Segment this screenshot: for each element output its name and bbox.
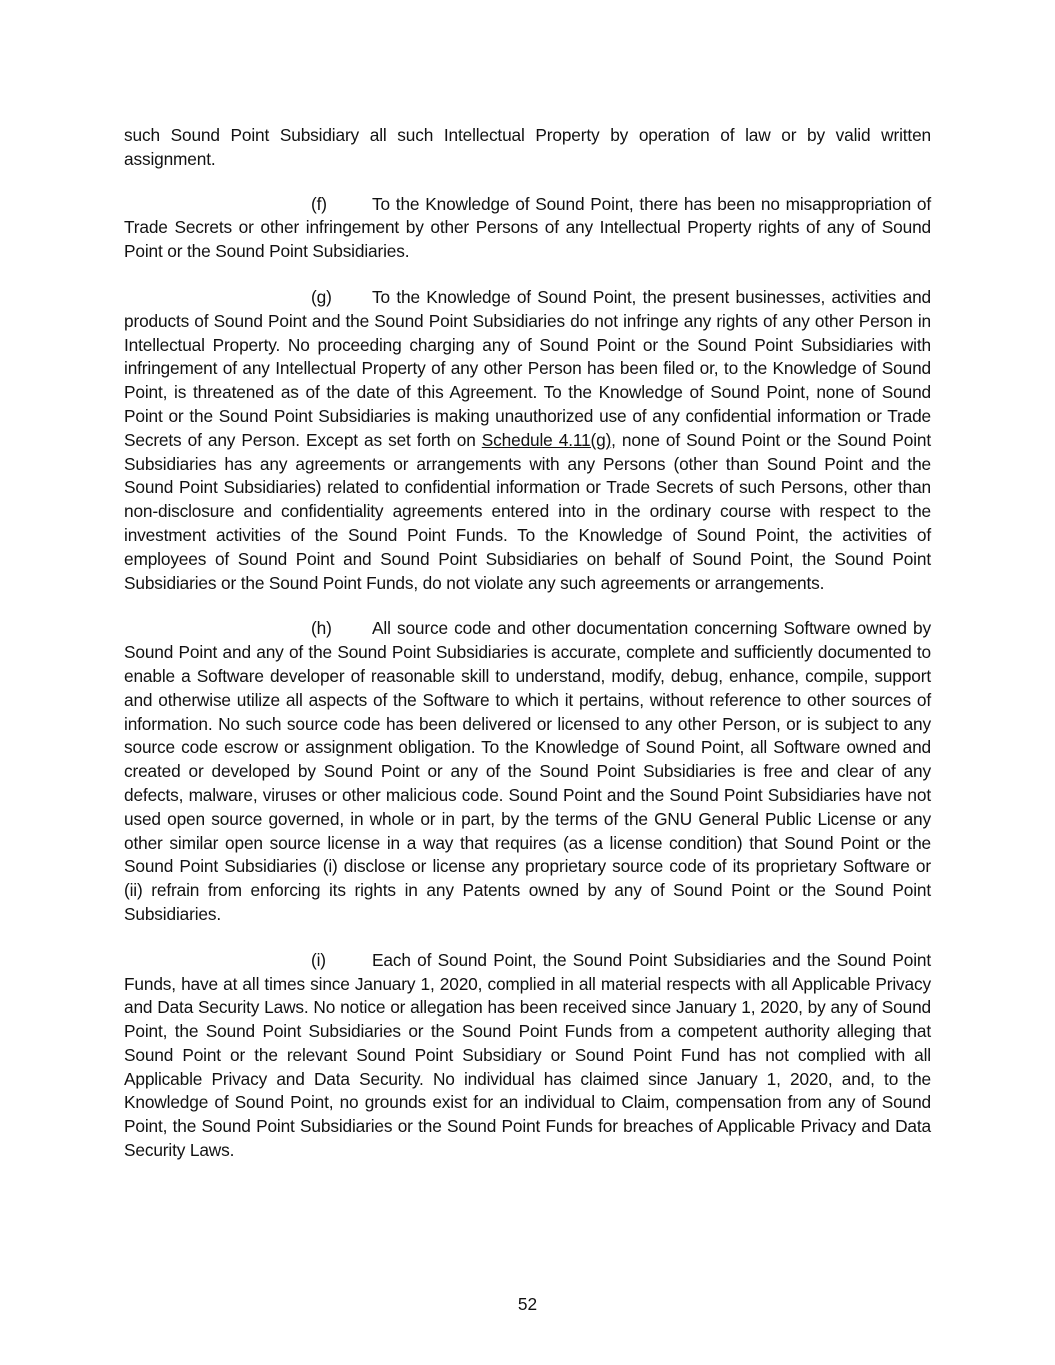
section-i-label: (i) — [311, 949, 326, 970]
section-g-text-after: , none of Sound Point or the Sound Point Subsidiaries has any agreements or arrangements with any Persons (other than Sound Point and the Sound Point Subsidiaries) related to confidential information or Trade Secrets of such Persons, other than non-disclosure and confidentiality agreements entered into in the ordinary course with respect to the investment activities of the Sound Point Funds. To the Knowledge of Sound Point, the activities of employees of Sound Point and Sound Point Subsidiaries on behalf of Sound Point, the Sound Point Subsidiaries or the Sound Point Funds, do not violate any such agreements or arrangements. — [124, 429, 931, 593]
section-h-text: All source code and other documentation concerning Software owned by Sound Point and any of the Sound Point Subsidiaries is accurate, complete and sufficiently documented to enable a Software developer of reasonable skill to understand, modify, debug, enhance, compile, support and otherwise utilize all aspects of the Software to which it pertains, without reference to other sources of information. No such source code has been delivered or licensed to any other Person, or is subject to any source code escrow or assignment obligation. To the Knowledge of Sound Point, all Software owned and created or developed by Sound Point or any of the Sound Point Subsidiaries is free and clear of any defects, malware, viruses or other malicious code. Sound Point and the Sound Point Subsidiaries have not used open source governed, in whole or in part, by the terms of the GNU General Public License or any other similar open source license in a way that requires (as a license condition) that Sound Point or the Sound Point Subsidiaries (i) disclose or license any proprietary source code of its proprietary Software or (ii) refrain from enforcing its rights in any Patents owned by any of Sound Point or the Sound Point Subsidiaries. — [124, 618, 931, 924]
section-f-paragraph — [124, 193, 931, 264]
section-h-paragraph — [124, 617, 931, 926]
continuation-text: such Sound Point Subsidiary all such Intellectual Property by operation of law or by valid written assignment. — [124, 125, 931, 169]
section-h-label: (h) — [311, 618, 332, 639]
continuation-paragraph — [124, 124, 931, 172]
section-i-text: Each of Sound Point, the Sound Point Subsidiaries and the Sound Point Funds, have at all times since January 1, 2020, complied in all material respects with all Applicable Privacy and Data Security Laws. No notice or allegation has been received since January 1, 2020, by any of Sound Point, the Sound Point Subsidiaries or the Sound Point Funds from a competent authority alleging that Sound Point or the relevant Sound Point Subsidiary or Sound Point Fund has not complied with all Applicable Privacy and Data Security. No individual has claimed since January 1, 2020, and, to the Knowledge of Sound Point, no grounds exist for an individual to Claim, compensation from any of Sound Point, the Sound Point Subsidiaries or the Sound Point Funds for breaches of Applicable Privacy and Data Security Laws. — [124, 949, 931, 1161]
schedule-reference: Schedule 4.11(g) — [481, 429, 612, 450]
section-g-text-before: To the Knowledge of Sound Point, the present businesses, activities and products of Sound Point and the Sound Point Subsidiaries do not infringe any rights of any other Person in Intellectual Property. No proceeding charging any of Sound Point or the Sound Point Subsidiaries with infringement of any Intellectual Property of any other Person has been filed or, to the Knowledge of Sound Point, is threatened as of the date of this Agreement. To the Knowledge of Sound Point, none of Sound Point or the Sound Point Subsidiaries is making unauthorized use of any confidential information or Trade Secrets of any Person. Except as set forth on — [124, 286, 931, 450]
document-body — [124, 124, 931, 1185]
section-f-text: To the Knowledge of Sound Point, there has been no misappropriation of Trade Secrets or other infringement by other Persons of any Intellectual Property rights of any of Sound Point or the Sound Point Subsidiaries. — [124, 193, 931, 262]
section-f-label: (f) — [311, 193, 327, 214]
page-number: 52 — [517, 1294, 538, 1314]
section-g-label: (g) — [311, 286, 332, 307]
section-i-paragraph — [124, 949, 931, 1163]
section-g-paragraph — [124, 286, 931, 595]
